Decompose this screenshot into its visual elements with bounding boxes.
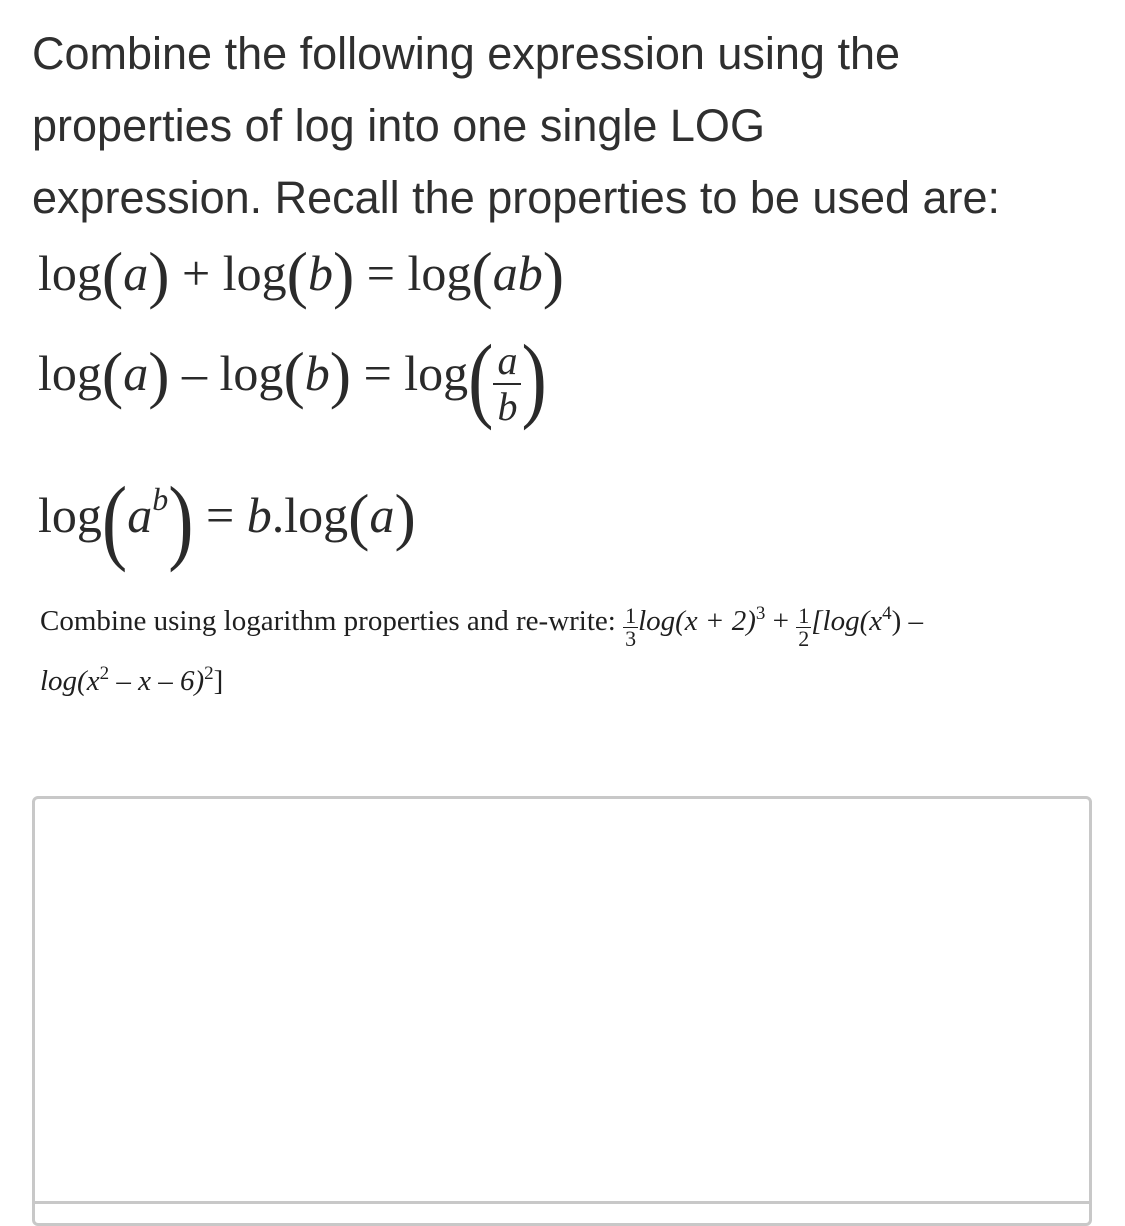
quotient-rule: log(a) – log(b) = log( $\frac{a}{b}$ ) (38, 326, 547, 432)
fraction-one-third: $\frac{1}{3}$ (625, 603, 637, 651)
problem-intro (32, 18, 1102, 234)
answer-input[interactable] (35, 799, 1089, 1201)
answer-box-divider (35, 1201, 1089, 1204)
fraction-one-half: $\frac{1}{2}$ (798, 603, 810, 651)
intro-line-3: expression. Recall the properties to be used are: (32, 172, 1001, 223)
intro-line-2: properties of log into one single LOG (32, 100, 765, 151)
power-rule: $\log(a^b) = b.\log(a)$ (38, 468, 416, 574)
answer-box (32, 796, 1092, 1226)
intro-line-1: Combine the following expression using the (32, 28, 901, 79)
question-text: Combine using logarithm properties and re-write: $\frac{1}{3}$ $\log(x + 2)^3$ + $\frac{1}{2}$ [$\log(x^4)$ – $\log(x^2$ – x – 6)$^2$] (40, 603, 924, 697)
product-rule: log(a) + log(b) = log(ab) (38, 239, 564, 310)
fraction-a-over-b: $\frac{a}{b}$ (493, 339, 521, 429)
